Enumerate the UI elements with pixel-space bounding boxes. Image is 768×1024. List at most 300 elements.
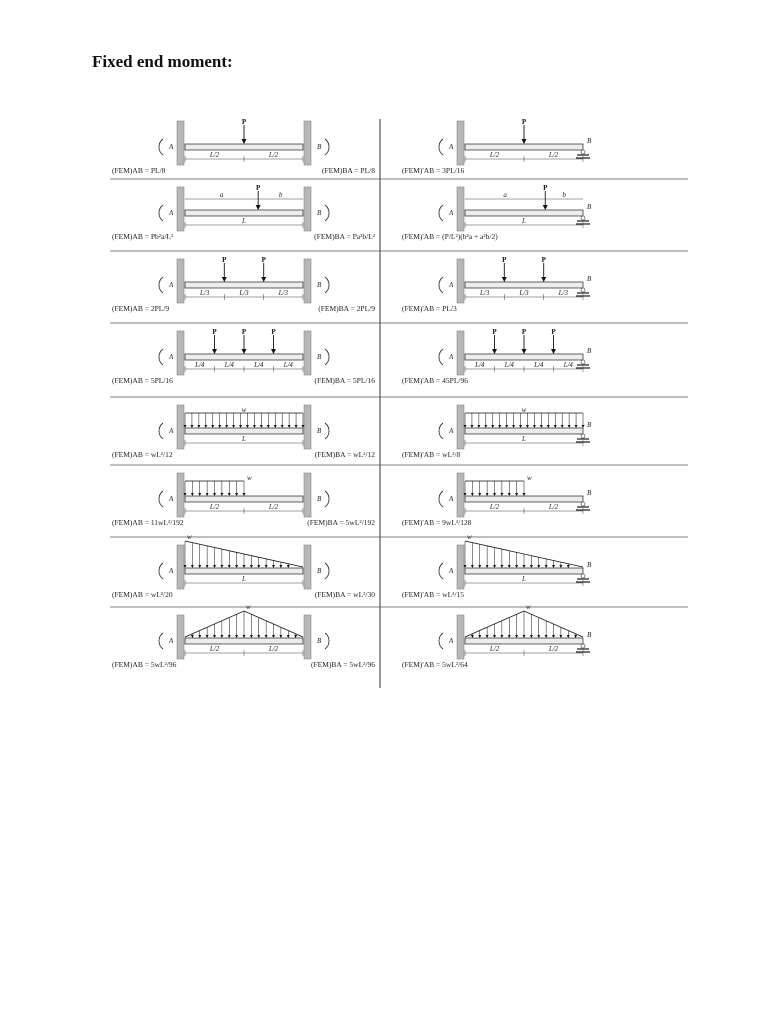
roller-pin-icon: [581, 150, 585, 154]
span-label: L/2: [209, 151, 220, 159]
fem-ba-formula: (FEM)BA = 5wL²/96: [311, 660, 375, 669]
fem-ba-formula: (FEM)BA = Pa²b/L²: [314, 232, 375, 241]
moment-arrow-a-icon: [439, 491, 443, 507]
arrow-head-icon: [243, 493, 246, 496]
beam: [185, 428, 303, 434]
arrow-head-icon: [257, 635, 260, 638]
moment-arrow-a-icon: [439, 277, 443, 293]
arrow-head-icon: [228, 635, 231, 638]
span-label: L/3: [199, 289, 210, 297]
beam-case-4: [402, 184, 592, 241]
triangular-load-label: w: [467, 533, 472, 541]
end-label-a: A: [169, 495, 174, 503]
span-label: L/4: [283, 361, 293, 369]
triangular-load-label: w: [246, 603, 251, 611]
span-label: L/3: [239, 289, 249, 297]
arrow-head-icon: [559, 565, 562, 568]
roller-pin-icon: [581, 360, 585, 364]
arrow-head-icon: [232, 425, 235, 428]
beam-case-9: [112, 405, 375, 459]
end-label-b: B: [317, 427, 322, 435]
end-label-a: A: [449, 209, 454, 217]
arrow-head-icon: [220, 493, 223, 496]
point-load-label: P: [502, 256, 507, 264]
arrow-head-icon: [213, 565, 216, 568]
dimension-label-b: b: [562, 191, 566, 199]
distributed-load-label: w: [521, 406, 527, 414]
arrow-head-icon: [206, 493, 209, 496]
fixed-support-a: [457, 405, 464, 449]
arrow-head-icon: [272, 635, 275, 638]
span-label: L/2: [209, 503, 220, 511]
fem-ba-formula: (FEM)BA = 5PL/16: [314, 376, 375, 385]
arrow-head-icon: [190, 425, 193, 428]
fem-diagram-grid: [110, 105, 688, 688]
dimension-label-a: a: [219, 191, 224, 199]
beam: [465, 282, 583, 288]
arrow-head-icon: [242, 349, 247, 354]
fixed-support-a: [457, 473, 464, 517]
moment-arrow-a-icon: [439, 139, 443, 155]
end-label-a: A: [169, 209, 174, 217]
span-label: L/4: [563, 361, 573, 369]
beam-case-15: [112, 603, 375, 669]
point-load-label: P: [551, 328, 556, 336]
arrow-head-icon: [213, 635, 216, 638]
arrow-head-icon: [246, 425, 249, 428]
beam-case-1: [112, 118, 375, 175]
arrow-head-icon: [523, 493, 526, 496]
arrow-head-icon: [574, 635, 577, 638]
fixed-support-b: [304, 331, 311, 375]
arrow-head-icon: [206, 565, 209, 568]
arrow-head-icon: [545, 635, 548, 638]
point-load-label: P: [261, 256, 266, 264]
distributed-load-label: w: [527, 474, 532, 482]
arrow-head-icon: [260, 425, 263, 428]
fem-ab-formula: (FEM)AB = PL/8: [112, 166, 166, 175]
moment-arrow-b-icon: [325, 563, 329, 579]
arrow-head-icon: [561, 425, 564, 428]
end-label-b: B: [317, 495, 322, 503]
end-label-b: B: [587, 489, 592, 497]
arrow-head-icon: [530, 565, 533, 568]
arrow-head-icon: [228, 565, 231, 568]
end-label-b: B: [587, 203, 592, 211]
fem-ba-formula: (FEM)BA = 5wL²/192: [307, 518, 375, 527]
fixed-support-a: [177, 615, 184, 659]
arrow-head-icon: [213, 493, 216, 496]
beam: [465, 210, 583, 216]
fixed-support-a: [177, 405, 184, 449]
arrow-head-icon: [261, 277, 266, 282]
beam-case-11: [112, 473, 375, 527]
arrow-head-icon: [235, 635, 238, 638]
arrow-head-icon: [552, 565, 555, 568]
beam-case-8: [402, 328, 592, 385]
arrow-head-icon: [197, 425, 200, 428]
fem-ab-formula: (FEM)'AB = 5wL²/64: [402, 660, 468, 669]
span-label: L: [522, 217, 526, 225]
moment-arrow-a-icon: [159, 633, 163, 649]
arrow-head-icon: [220, 635, 223, 638]
end-label-a: A: [169, 143, 174, 151]
fixed-support-a: [177, 545, 184, 589]
span-label: L/4: [224, 361, 234, 369]
beam: [185, 496, 303, 502]
point-load-label: P: [241, 328, 247, 336]
span-label: L/2: [489, 645, 500, 653]
arrow-head-icon: [559, 635, 562, 638]
fem-ba-formula: (FEM)BA = wL²/30: [314, 590, 375, 599]
arrow-head-icon: [271, 349, 276, 354]
arrow-head-icon: [491, 425, 494, 428]
end-label-a: A: [449, 143, 454, 151]
arrow-head-icon: [478, 493, 481, 496]
beam: [185, 354, 303, 360]
fixed-support-a: [457, 259, 464, 303]
arrow-head-icon: [191, 565, 194, 568]
arrow-head-icon: [265, 565, 268, 568]
arrow-head-icon: [471, 635, 474, 638]
arrow-head-icon: [222, 277, 227, 282]
fixed-support-b: [304, 473, 311, 517]
beam: [185, 568, 303, 574]
arrow-head-icon: [288, 425, 291, 428]
span-label: L: [242, 217, 246, 225]
arrow-head-icon: [545, 565, 548, 568]
dimension-label-a: a: [503, 191, 507, 199]
fem-ab-formula: (FEM)'AB = 9wL²/128: [402, 518, 472, 527]
fixed-support-a: [457, 331, 464, 375]
arrow-head-icon: [235, 565, 238, 568]
arrow-head-icon: [295, 425, 298, 428]
arrow-head-icon: [486, 635, 489, 638]
moment-arrow-a-icon: [159, 491, 163, 507]
arrow-head-icon: [500, 493, 503, 496]
point-load-label: P: [521, 118, 527, 126]
point-load-label: P: [543, 184, 548, 192]
moment-arrow-b-icon: [325, 205, 329, 221]
moment-arrow-a-icon: [159, 423, 163, 439]
arrow-head-icon: [523, 565, 526, 568]
moment-arrow-b-icon: [325, 633, 329, 649]
beam: [465, 568, 583, 574]
point-load-label: P: [222, 256, 227, 264]
end-label-b: B: [317, 209, 322, 217]
arrow-head-icon: [242, 139, 247, 144]
arrow-head-icon: [250, 635, 253, 638]
span-label: L/3: [278, 289, 289, 297]
arrow-head-icon: [515, 493, 518, 496]
roller-pin-icon: [581, 288, 585, 292]
fixed-support-b: [304, 545, 311, 589]
arrow-head-icon: [537, 635, 540, 638]
fem-ab-formula: (FEM)'AB = 45PL/96: [402, 376, 469, 385]
span-label: L/4: [475, 361, 485, 369]
arrow-head-icon: [543, 205, 548, 210]
arrow-head-icon: [279, 635, 282, 638]
beam-case-3: [112, 184, 376, 241]
arrow-head-icon: [519, 425, 522, 428]
beam: [465, 354, 583, 360]
arrow-head-icon: [478, 635, 481, 638]
end-label-a: A: [449, 495, 454, 503]
moment-arrow-b-icon: [325, 349, 329, 365]
arrow-head-icon: [272, 565, 275, 568]
arrow-head-icon: [281, 425, 284, 428]
roller-pin-icon: [581, 644, 585, 648]
roller-pin-icon: [581, 574, 585, 578]
arrow-head-icon: [486, 493, 489, 496]
end-label-b: B: [317, 353, 322, 361]
arrow-head-icon: [250, 565, 253, 568]
arrow-head-icon: [486, 565, 489, 568]
arrow-head-icon: [243, 635, 246, 638]
end-label-a: A: [169, 353, 174, 361]
point-load-label: P: [541, 256, 546, 264]
arrow-head-icon: [533, 425, 536, 428]
arrow-head-icon: [505, 425, 508, 428]
span-label: L/2: [548, 645, 559, 653]
span-label: L: [522, 435, 526, 443]
arrow-head-icon: [471, 493, 474, 496]
arrow-head-icon: [294, 635, 297, 638]
fixed-support-b: [304, 259, 311, 303]
point-load-label: P: [492, 328, 497, 336]
point-load-label: P: [271, 328, 276, 336]
arrow-head-icon: [508, 565, 511, 568]
end-label-b: B: [317, 567, 322, 575]
span-label: L/2: [268, 151, 279, 159]
span-label: L/3: [479, 289, 490, 297]
arrow-head-icon: [512, 425, 515, 428]
beam-case-12: [402, 473, 592, 527]
arrow-head-icon: [191, 635, 194, 638]
span-label: L/2: [489, 151, 500, 159]
arrow-head-icon: [287, 565, 290, 568]
end-label-a: A: [449, 637, 454, 645]
arrow-head-icon: [235, 493, 238, 496]
beam-case-14: [402, 533, 592, 599]
fem-ab-formula: (FEM)AB = Pb²a/L²: [112, 232, 174, 241]
moment-arrow-a-icon: [439, 563, 443, 579]
triangular-load-label: w: [187, 533, 192, 541]
arrow-head-icon: [523, 635, 526, 638]
point-load-label: P: [256, 184, 261, 192]
arrow-head-icon: [484, 425, 487, 428]
beam-case-10: [402, 405, 592, 459]
span-label: L/4: [254, 361, 264, 369]
arrow-head-icon: [522, 349, 527, 354]
fem-ab-formula: (FEM)'AB = wL²/15: [402, 590, 464, 599]
fixed-support-b: [304, 187, 311, 231]
end-label-a: A: [169, 281, 174, 289]
fem-ab-formula: (FEM)AB = wL²/20: [112, 590, 173, 599]
end-label-b: B: [317, 143, 322, 151]
end-label-a: A: [449, 281, 454, 289]
fem-ab-formula: (FEM)AB = 5wL²/96: [112, 660, 177, 669]
arrow-head-icon: [508, 493, 511, 496]
moment-arrow-a-icon: [439, 633, 443, 649]
arrow-head-icon: [267, 425, 270, 428]
arrow-head-icon: [225, 425, 228, 428]
fixed-support-a: [177, 187, 184, 231]
arrow-head-icon: [204, 425, 207, 428]
arrow-head-icon: [552, 635, 555, 638]
fixed-support-a: [177, 331, 184, 375]
end-label-b: B: [587, 561, 592, 569]
arrow-head-icon: [256, 205, 261, 210]
arrow-head-icon: [265, 635, 268, 638]
beam: [465, 428, 583, 434]
moment-arrow-a-icon: [159, 563, 163, 579]
arrow-head-icon: [582, 425, 585, 428]
arrow-head-icon: [541, 277, 546, 282]
beam: [465, 638, 583, 644]
span-label: L: [242, 435, 246, 443]
fem-ab-formula: (FEM)AB = 5PL/16: [112, 376, 173, 385]
arrow-head-icon: [537, 565, 540, 568]
end-label-b: B: [317, 637, 322, 645]
span-label: L/2: [268, 503, 279, 511]
fem-ab-formula: (FEM)AB = 11wL²/192: [112, 518, 184, 527]
moment-arrow-a-icon: [159, 349, 163, 365]
arrow-head-icon: [211, 425, 214, 428]
fem-ab-formula: (FEM)'AB = 3PL/16: [402, 166, 465, 175]
arrow-head-icon: [257, 565, 260, 568]
span-label: L/4: [534, 361, 544, 369]
span-label: L/2: [209, 645, 220, 653]
end-label-a: A: [169, 427, 174, 435]
arrow-head-icon: [498, 425, 501, 428]
arrow-head-icon: [218, 425, 221, 428]
arrow-head-icon: [243, 565, 246, 568]
arrow-head-icon: [575, 425, 578, 428]
arrow-head-icon: [547, 425, 550, 428]
fixed-support-a: [457, 545, 464, 589]
beam: [185, 210, 303, 216]
beam: [465, 144, 583, 150]
moment-arrow-a-icon: [159, 205, 163, 221]
end-label-b: B: [587, 275, 592, 283]
fixed-support-b: [304, 615, 311, 659]
arrow-head-icon: [530, 635, 533, 638]
arrow-head-icon: [212, 349, 217, 354]
arrow-head-icon: [471, 565, 474, 568]
arrow-head-icon: [502, 277, 507, 282]
arrow-head-icon: [253, 425, 256, 428]
fixed-end-moment-table: [110, 105, 688, 688]
arrow-head-icon: [515, 565, 518, 568]
arrow-head-icon: [554, 425, 557, 428]
span-label: L/2: [489, 503, 500, 511]
arrow-head-icon: [198, 635, 201, 638]
span-label: L/2: [548, 503, 559, 511]
moment-arrow-b-icon: [325, 277, 329, 293]
end-label-a: A: [169, 567, 174, 575]
fem-ba-formula: (FEM)BA = wL²/12: [314, 450, 375, 459]
moment-arrow-a-icon: [439, 423, 443, 439]
span-label: L: [242, 575, 246, 583]
end-label-b: B: [317, 281, 322, 289]
page-title: Fixed end moment:: [92, 52, 233, 71]
span-label: L/2: [268, 645, 279, 653]
beam: [465, 496, 583, 502]
end-label-a: A: [449, 353, 454, 361]
arrow-head-icon: [206, 635, 209, 638]
beam: [185, 144, 303, 150]
arrow-head-icon: [522, 139, 527, 144]
arrow-head-icon: [198, 493, 201, 496]
arrow-head-icon: [198, 565, 201, 568]
end-label-b: B: [587, 137, 592, 145]
fem-ab-formula: (FEM)AB = wL²/12: [112, 450, 173, 459]
moment-arrow-b-icon: [325, 139, 329, 155]
arrow-head-icon: [191, 493, 194, 496]
arrow-head-icon: [493, 493, 496, 496]
arrow-head-icon: [493, 565, 496, 568]
span-label: L/2: [548, 151, 559, 159]
fixed-support-a: [177, 121, 184, 165]
distributed-load-label: w: [247, 474, 252, 482]
beam-case-16: [402, 603, 592, 669]
fixed-support-a: [457, 121, 464, 165]
arrow-head-icon: [568, 425, 571, 428]
moment-arrow-a-icon: [159, 277, 163, 293]
arrow-head-icon: [567, 635, 570, 638]
arrow-head-icon: [228, 493, 231, 496]
beam: [185, 638, 303, 644]
dimension-label-b: b: [278, 191, 283, 199]
end-label-b: B: [587, 631, 592, 639]
arrow-head-icon: [279, 565, 282, 568]
fem-ab-formula: (FEM)AB = 2PL/9: [112, 304, 170, 313]
beam-case-2: [402, 118, 592, 175]
beam-case-5: [112, 256, 375, 313]
arrow-head-icon: [493, 635, 496, 638]
roller-pin-icon: [581, 216, 585, 220]
arrow-head-icon: [540, 425, 543, 428]
fixed-support-a: [177, 473, 184, 517]
end-label-b: B: [587, 347, 592, 355]
arrow-head-icon: [478, 565, 481, 568]
moment-arrow-b-icon: [325, 491, 329, 507]
span-label: L/3: [519, 289, 529, 297]
fixed-support-b: [304, 405, 311, 449]
fixed-support-a: [457, 187, 464, 231]
fem-ab-formula: (FEM)'AB = (P/L²)(b²a + a²b/2): [402, 232, 498, 241]
end-label-a: A: [169, 637, 174, 645]
arrow-head-icon: [508, 635, 511, 638]
beam-case-6: [402, 256, 592, 313]
arrow-head-icon: [220, 565, 223, 568]
arrow-head-icon: [551, 349, 556, 354]
fixed-support-a: [457, 615, 464, 659]
beam-case-13: [112, 533, 375, 599]
moment-arrow-a-icon: [439, 349, 443, 365]
end-label-b: B: [587, 421, 592, 429]
beam: [185, 282, 303, 288]
arrow-head-icon: [477, 425, 480, 428]
distributed-load-label: w: [241, 406, 247, 414]
fixed-support-a: [177, 259, 184, 303]
arrow-head-icon: [500, 635, 503, 638]
beam-case-7: [112, 328, 375, 385]
moment-arrow-b-icon: [325, 423, 329, 439]
arrow-head-icon: [500, 565, 503, 568]
fem-ab-formula: (FEM)'AB = PL/3: [402, 304, 457, 313]
